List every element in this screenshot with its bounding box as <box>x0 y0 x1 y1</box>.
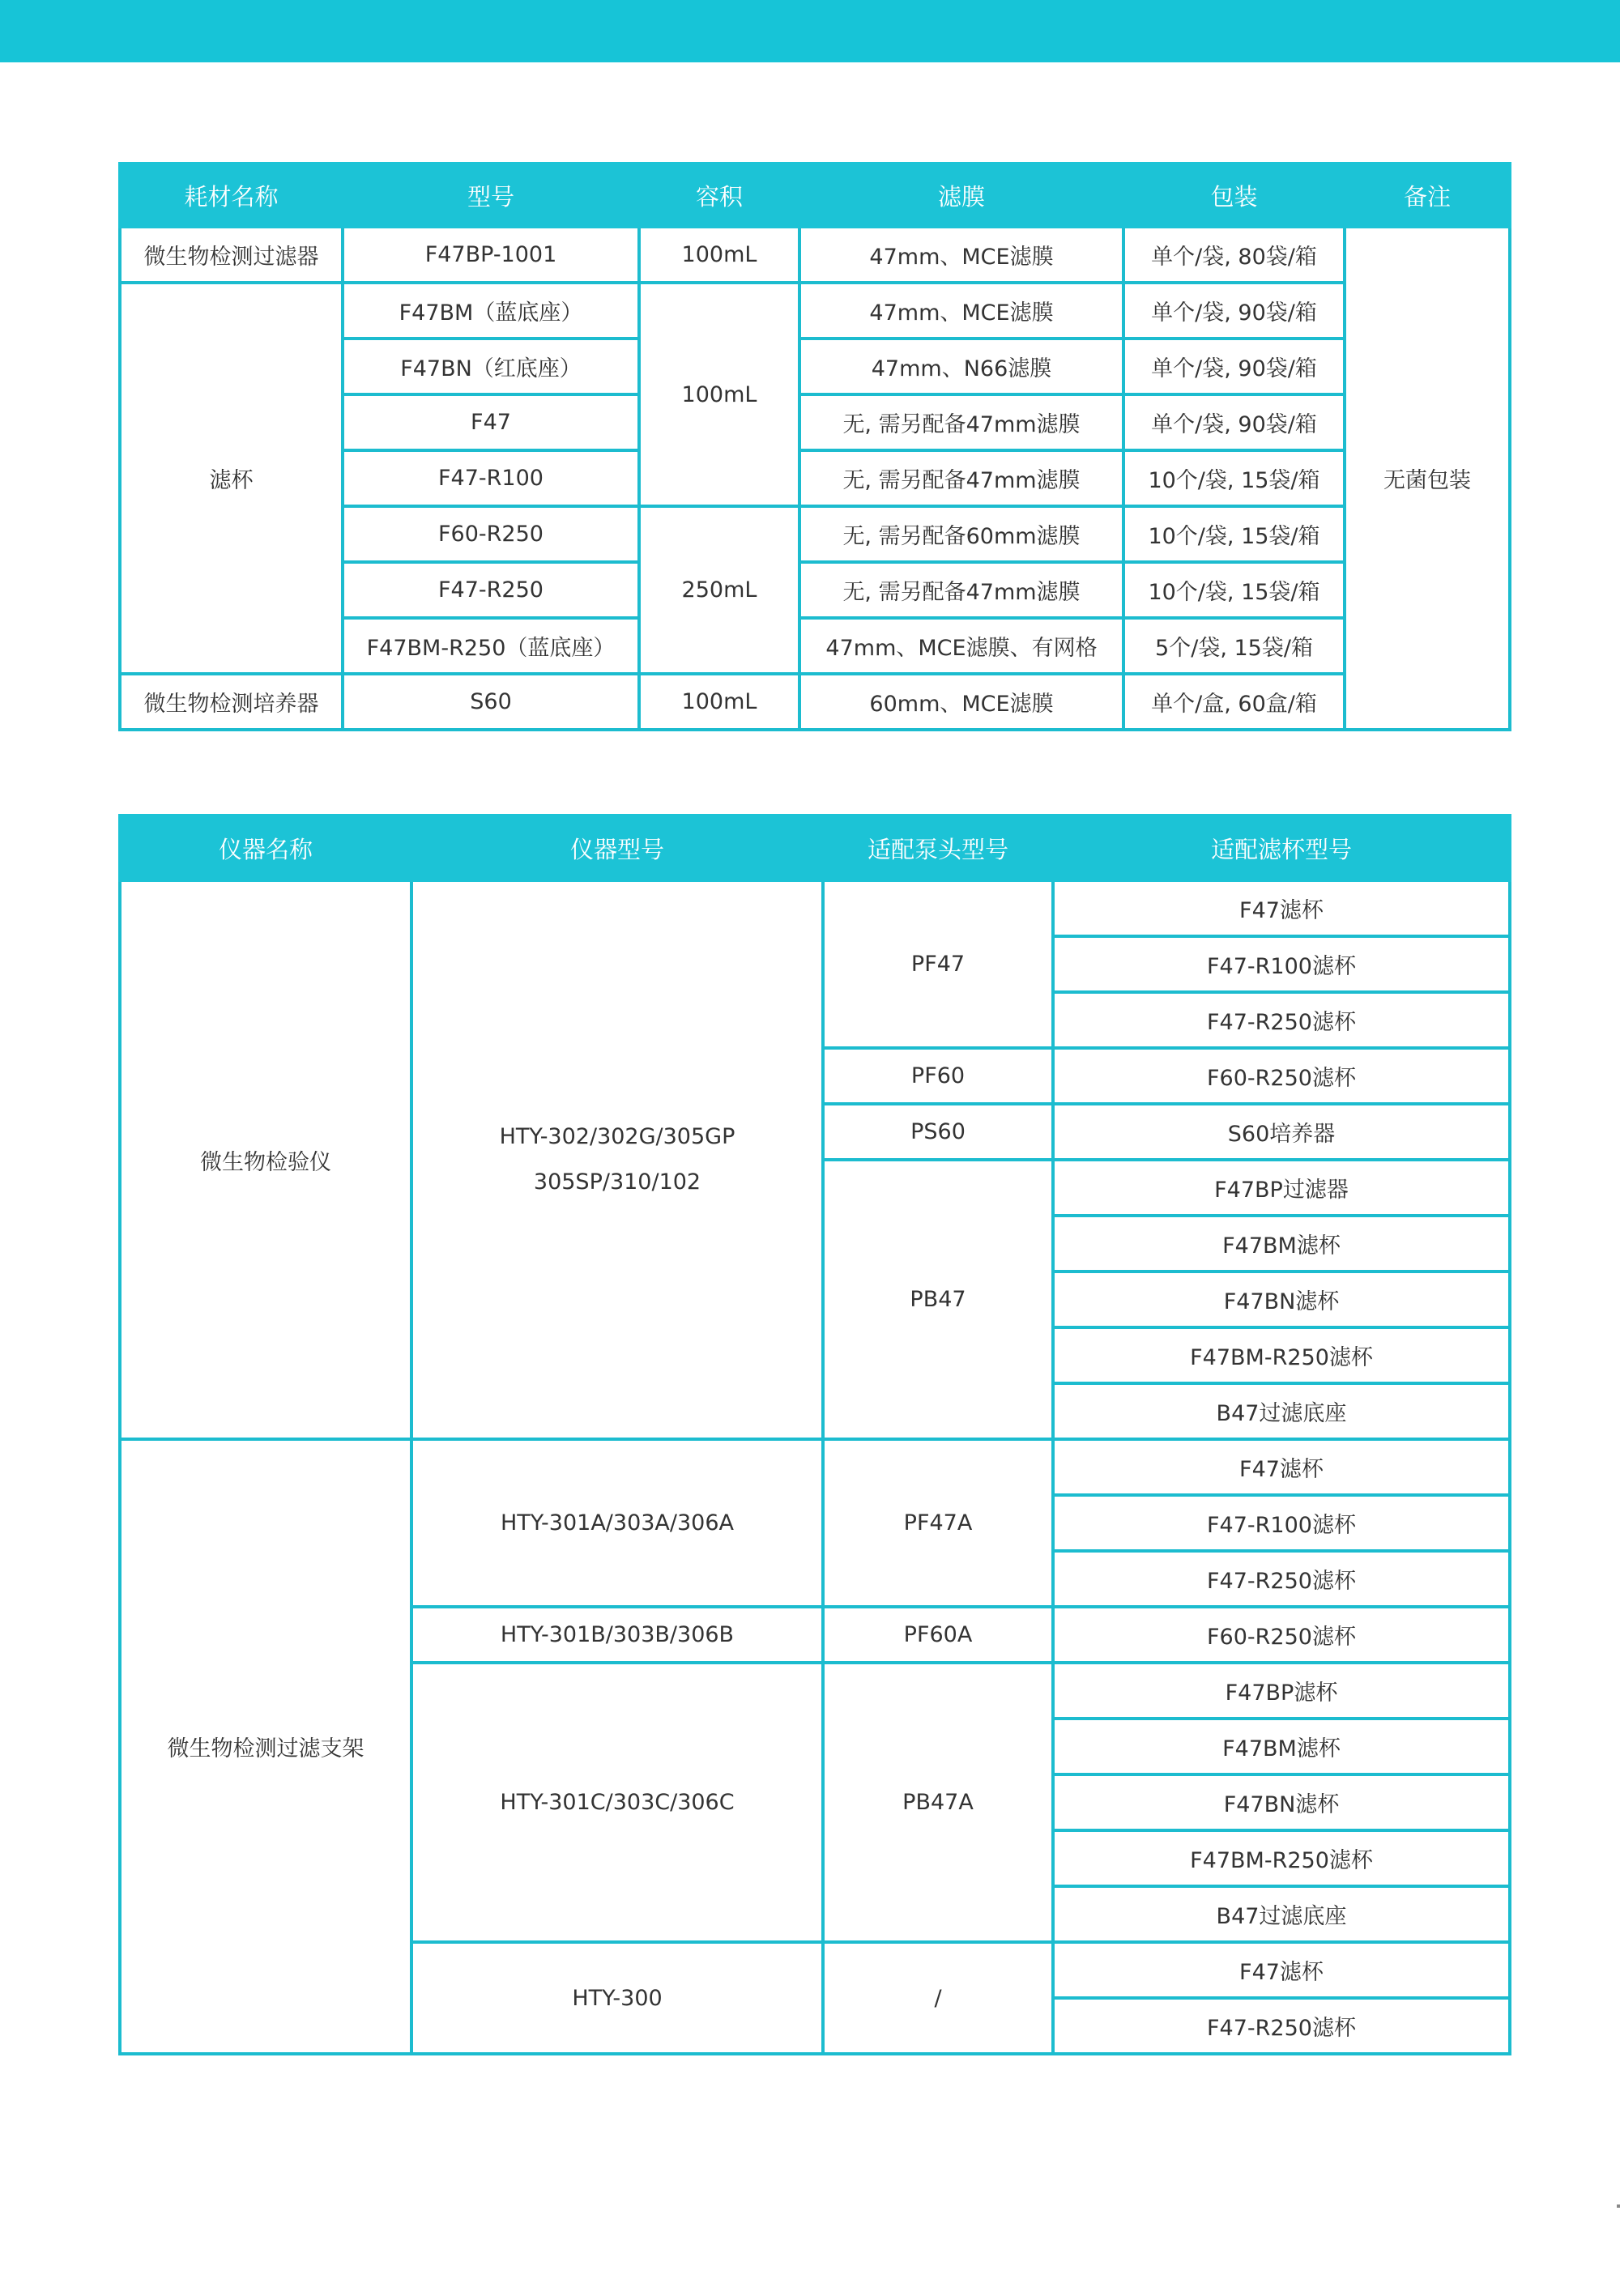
table-header-row <box>120 816 1510 880</box>
cup-model: F47BM滤杯 <box>1053 1216 1510 1272</box>
package-cell: 单个/袋, 90袋/箱 <box>1123 394 1345 450</box>
model-cell: F47-R100 <box>343 450 639 506</box>
table-row <box>120 227 1510 283</box>
package-cell: 5个/袋, 15袋/箱 <box>1123 618 1345 674</box>
consumable-name: 滤杯 <box>120 283 343 674</box>
header-model: 型号 <box>343 164 639 227</box>
membrane-cell: 无, 需另配备47mm滤膜 <box>799 562 1123 618</box>
top-banner <box>0 0 1620 62</box>
pump-model: PF47A <box>823 1439 1053 1607</box>
instrument-model: HTY-301C/303C/306C <box>411 1663 823 1942</box>
cup-model: F60-R250滤杯 <box>1053 1048 1510 1104</box>
instrument-model: HTY-301A/303A/306A <box>411 1439 823 1607</box>
header-remark: 备注 <box>1345 164 1510 227</box>
membrane-cell: 无, 需另配备47mm滤膜 <box>799 450 1123 506</box>
membrane-cell: 47mm、MCE滤膜 <box>799 227 1123 283</box>
consumable-name: 微生物检测过滤器 <box>120 227 343 283</box>
package-cell: 10个/袋, 15袋/箱 <box>1123 562 1345 618</box>
instrument-model <box>411 880 823 1439</box>
instruments-table <box>118 814 1511 2055</box>
membrane-cell: 无, 需另配备47mm滤膜 <box>799 394 1123 450</box>
membrane-cell: 60mm、MCE滤膜 <box>799 674 1123 730</box>
package-cell: 单个/盒, 60盒/箱 <box>1123 674 1345 730</box>
cup-model: F47滤杯 <box>1053 880 1510 936</box>
pump-model: / <box>823 1942 1053 2054</box>
header-volume: 容积 <box>639 164 799 227</box>
model-cell: F47BN（红底座） <box>343 339 639 394</box>
instrument-name: 微生物检测过滤支架 <box>120 1439 411 2054</box>
cup-model: F47BP滤杯 <box>1053 1663 1510 1719</box>
cup-model: S60培养器 <box>1053 1104 1510 1160</box>
instrument-model-line: HTY-302/302G/305GP <box>499 1124 735 1149</box>
model-cell: F47BM-R250（蓝底座） <box>343 618 639 674</box>
cup-model: F47BM-R250滤杯 <box>1053 1327 1510 1383</box>
pump-model: PF47 <box>823 880 1053 1048</box>
cup-model: F47-R100滤杯 <box>1053 1495 1510 1551</box>
table-row <box>120 1439 1510 1495</box>
header-pump-model: 适配泵头型号 <box>823 816 1053 880</box>
cup-model: F47BN滤杯 <box>1053 1272 1510 1327</box>
membrane-cell: 47mm、MCE滤膜 <box>799 283 1123 339</box>
header-cup-model: 适配滤杯型号 <box>1053 816 1510 880</box>
table-row <box>120 674 1510 730</box>
table-row <box>120 283 1510 339</box>
package-cell: 单个/袋, 90袋/箱 <box>1123 339 1345 394</box>
pump-model: PB47 <box>823 1160 1053 1439</box>
instrument-model-line: 305SP/310/102 <box>533 1169 701 1195</box>
pump-model: PB47A <box>823 1663 1053 1942</box>
model-cell: F47BM（蓝底座） <box>343 283 639 339</box>
cup-model: F47滤杯 <box>1053 1942 1510 1998</box>
model-cell: S60 <box>343 674 639 730</box>
cup-model: F47BM滤杯 <box>1053 1719 1510 1774</box>
instrument-name: 微生物检验仪 <box>120 880 411 1439</box>
model-cell: F47BP-1001 <box>343 227 639 283</box>
page-mark <box>1617 2204 1620 2208</box>
model-cell: F47 <box>343 394 639 450</box>
volume-cell: 100mL <box>639 283 799 506</box>
cup-model: F47-R250滤杯 <box>1053 1998 1510 2054</box>
cup-model: B47过滤底座 <box>1053 1886 1510 1942</box>
table-header-row <box>120 164 1510 227</box>
membrane-cell: 47mm、N66滤膜 <box>799 339 1123 394</box>
pump-model: PF60 <box>823 1048 1053 1104</box>
cup-model: F47-R100滤杯 <box>1053 936 1510 992</box>
cup-model: F47-R250滤杯 <box>1053 992 1510 1048</box>
header-membrane: 滤膜 <box>799 164 1123 227</box>
model-cell: F60-R250 <box>343 506 639 562</box>
table-row <box>120 880 1510 936</box>
volume-cell: 250mL <box>639 506 799 674</box>
header-instrument-name: 仪器名称 <box>120 816 411 880</box>
cup-model: F47BM-R250滤杯 <box>1053 1830 1510 1886</box>
header-package: 包装 <box>1123 164 1345 227</box>
volume-cell: 100mL <box>639 227 799 283</box>
instrument-model: HTY-301B/303B/306B <box>411 1607 823 1663</box>
header-instrument-model: 仪器型号 <box>411 816 823 880</box>
cup-model: B47过滤底座 <box>1053 1383 1510 1439</box>
remark-cell: 无菌包装 <box>1345 227 1510 730</box>
cup-model: F60-R250滤杯 <box>1053 1607 1510 1663</box>
cup-model: F47-R250滤杯 <box>1053 1551 1510 1607</box>
consumable-name: 微生物检测培养器 <box>120 674 343 730</box>
membrane-cell: 无, 需另配备60mm滤膜 <box>799 506 1123 562</box>
volume-cell: 100mL <box>639 674 799 730</box>
package-cell: 10个/袋, 15袋/箱 <box>1123 450 1345 506</box>
header-consumable-name: 耗材名称 <box>120 164 343 227</box>
membrane-cell: 47mm、MCE滤膜、有网格 <box>799 618 1123 674</box>
model-cell: F47-R250 <box>343 562 639 618</box>
pump-model: PS60 <box>823 1104 1053 1160</box>
cup-model: F47BP过滤器 <box>1053 1160 1510 1216</box>
consumables-table <box>118 162 1511 731</box>
package-cell: 单个/袋, 80袋/箱 <box>1123 227 1345 283</box>
instrument-model: HTY-300 <box>411 1942 823 2054</box>
package-cell: 单个/袋, 90袋/箱 <box>1123 283 1345 339</box>
cup-model: F47BN滤杯 <box>1053 1774 1510 1830</box>
pump-model: PF60A <box>823 1607 1053 1663</box>
package-cell: 10个/袋, 15袋/箱 <box>1123 506 1345 562</box>
cup-model: F47滤杯 <box>1053 1439 1510 1495</box>
